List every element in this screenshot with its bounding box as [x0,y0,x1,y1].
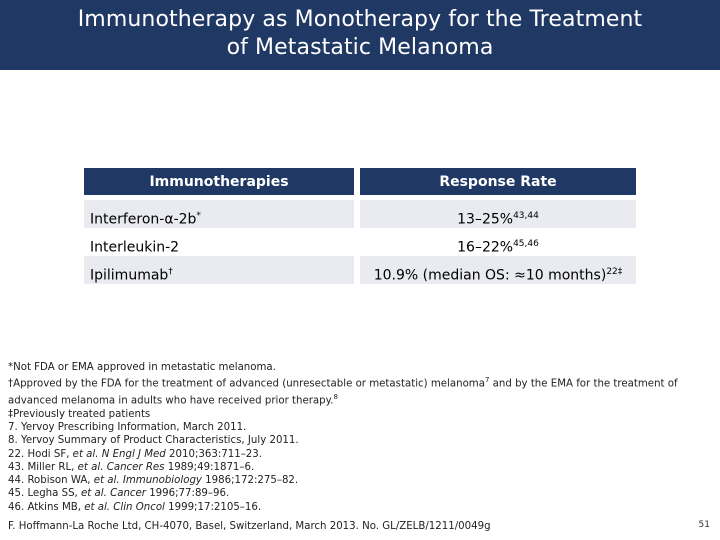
footnote-previously-treated: ‡Previously treated patients [8,408,151,420]
footnotes [8,361,688,514]
response-rate: 13–25%$^{43,44}$ [457,211,539,228]
page-number: 51 [698,520,710,530]
footer-legal: F. Hoffmann-La Roche Ltd, CH-4070, Basel, Switzerland, March 2013. No. GL/ZELB/1211/0049g [8,521,491,532]
slide-title-line-1: Immunotherapy as Monotherapy for the Treatment [77,7,643,32]
reference-46: 46. Atkins MB, et al. Clin Oncol 1999;17:2105–16. [8,501,262,513]
footnote-not-approved: *Not FDA or EMA approved in metastatic melanoma. [8,362,276,373]
reference-22: 22. Hodi SF, et al. N Engl J Med 2010;363:711–23. [8,448,262,460]
title-bar [0,0,720,70]
table-row [84,256,636,284]
header-immunotherapies: Immunotherapies [84,168,354,195]
header-response-rate: Response Rate [360,168,636,195]
reference-7: 7. Yervoy Prescribing Information, March 2011. [8,421,247,433]
reference-44: 44. Robison WA, et al. Immunobiology 1986;172:275–82. [8,475,299,487]
footnote-fda-approval: †Approved by the FDA for the treatment of advanced (unresectable or metastatic) melanoma$^7$ and by the EMA for the treatment of [8,376,678,390]
drug-name: Interleukin-2 [90,239,180,256]
reference-45: 45. Legha SS, et al. Cancer 1996;77:89–96. [8,488,230,500]
footnote-ema-approval: advanced melanoma in adults who have received prior therapy.$^8$ [8,392,338,407]
reference-43: 43. Miller RL, et al. Cancer Res 1989;49:1871–6. [8,461,255,473]
response-rate: 16–22%$^{45,46}$ [457,239,539,256]
slide-title-line-2: of Metastatic Melanoma [226,35,494,60]
table-row [84,200,636,228]
table-row [84,228,636,256]
response-rate: 10.9% (median OS: ≈10 months)$^{22\ddagger}$ [373,267,623,284]
drug-name: Interferon-α-2b* [90,211,201,228]
drug-name: Ipilimumab† [90,267,173,284]
reference-8: 8. Yervoy Summary of Product Characteristics, July 2011. [8,435,299,447]
